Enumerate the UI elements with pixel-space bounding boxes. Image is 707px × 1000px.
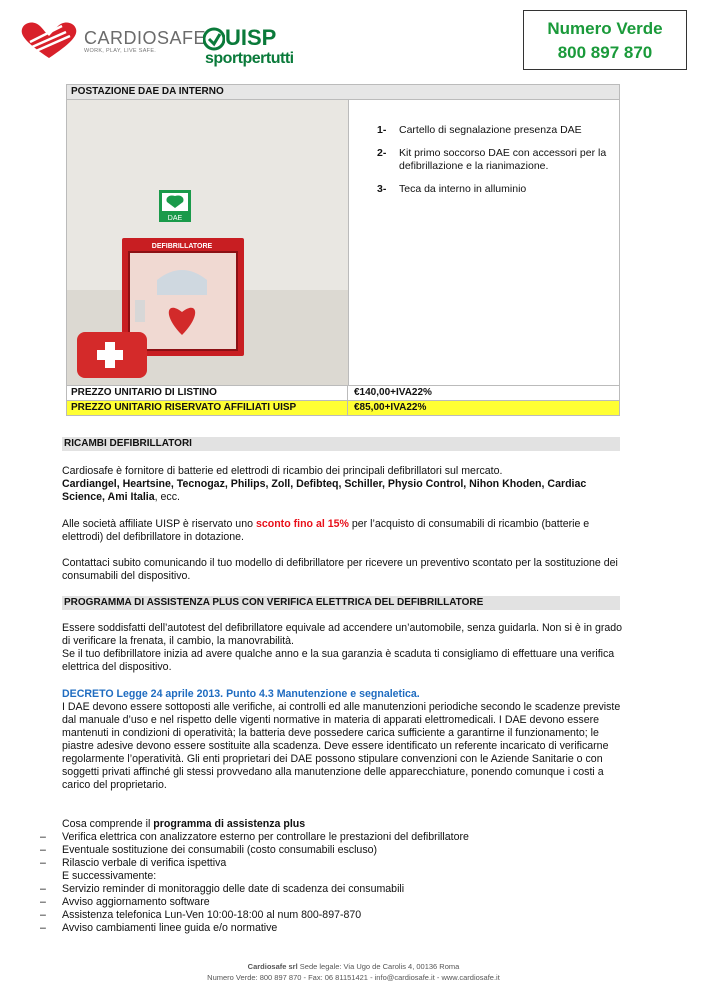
heart-logo-icon bbox=[18, 20, 80, 60]
postazione-items bbox=[349, 100, 619, 385]
price-uisp-value: €85,00+IVA22% bbox=[354, 402, 427, 413]
ricambi-p3: Contattaci subito comunicando il tuo modello di defibrillatore per ricevere un preventivo scontato per la sostituzione dei consumabili del dispositivo. bbox=[62, 557, 618, 582]
successivamente: E successivamente: bbox=[62, 870, 157, 882]
decreto-text: I DAE devono essere sottoposti alle verifiche, ai controlli ed alle manutenzioni periodiche secondo le scadenze previste dal manuale d’uso e nel rispetto delle vigenti normative in materia di apparati elettromedicali. I DAE devono essere mantenuti in condizioni di operatività; la batteria deve possedere carica sufficiente a garantirne il funzionamento; le piastre adesive devono essere sostituite alla scadenza. Deve essere identificato un referente incaricato di verificarne regolarmente l’operatività. Gli enti proprietari dei DAE possono stipulare convenzioni con le Aziende Sanitarie o con soggetti privati affinché gli stessi provvedano alla manutenzione delle apparecchiature, ponendo comunque i costi a carico del proprietario. bbox=[62, 701, 621, 791]
postazione-title: POSTAZIONE DAE DA INTERNO bbox=[67, 85, 619, 100]
price-uisp-label: PREZZO UNITARIO RISERVATO AFFILIATI UISP bbox=[67, 401, 348, 415]
decreto-title: DECRETO Legge 24 aprile 2013. Punto 4.3 Manutenzione e segnaletica. bbox=[62, 688, 420, 700]
list-item: 1- Cartello di segnalazione presenza DAE bbox=[377, 124, 582, 136]
brand-name: CARDIOSAFE bbox=[84, 28, 207, 48]
ricambi-p1: Cardiosafe è fornitore di batterie ed elettrodi di ricambio dei principali defibrillatori sul mercato. Cardiangel, Heartsine, Tecnogaz, Philips, Zoll, Defibteq, Schiller, Physio Control, Nihon Khoden, Cardiac Science, Ami Italia, ecc. bbox=[62, 465, 587, 503]
brand-tagline: WORK, PLAY, LIVE SAFE. bbox=[84, 48, 157, 54]
price-uisp-row bbox=[67, 400, 619, 415]
list-item: – Rilascio verbale di verifica ispettiva bbox=[40, 857, 227, 869]
programma-p1: Essere soddisfatti dell’autotest del defibrillatore equivale ad accendere un’automobile, senza guidarla. Non si è in grado di verificare la frenata, il cambio, la manovrabilità. Se il tuo defibrillatore inizia ad avere qualche anno e la sua garanzia è scaduta ti consigliamo di effettuare una verifica elettrica del dispositivo. bbox=[62, 622, 623, 673]
ricambi-title: RICAMBI DEFIBRILLATORI bbox=[62, 437, 620, 451]
footer-line-2: Numero Verde: 800 897 870 - Fax: 06 81151421 - info@cardiosafe.it - www.cardiosafe.it bbox=[207, 973, 500, 982]
list-item: 3- Teca da interno in alluminio bbox=[377, 183, 527, 195]
uisp-logo-text: UISP bbox=[225, 25, 277, 50]
uisp-logo-sub: sportpertutti bbox=[205, 50, 294, 67]
numero-verde-label: Numero Verde bbox=[547, 19, 663, 38]
list-item: – Servizio reminder di monitoraggio delle date di scadenza dei consumabili bbox=[40, 883, 405, 895]
list-item: – Avviso cambiamenti linee guida e/o normative bbox=[40, 922, 278, 934]
cosa-comprende: Cosa comprende il programma di assistenza plus bbox=[62, 818, 306, 830]
price-list-label: PREZZO UNITARIO DI LISTINO bbox=[67, 386, 348, 400]
list-item: 2- Kit primo soccorso DAE con accessori per la defibrillazione e la rianimazione. bbox=[377, 147, 607, 172]
list-item: – Avviso aggiornamento software bbox=[40, 896, 210, 908]
product-photo bbox=[67, 100, 349, 385]
cabinet-label: DEFIBRILLATORE bbox=[151, 243, 213, 250]
programma-title: PROGRAMMA DI ASSISTENZA PLUS CON VERIFICA ELETTRICA DEL DEFIBRILLATORE bbox=[62, 596, 620, 610]
numero-verde-box bbox=[523, 10, 687, 70]
list-item: – Eventuale sostituzione dei consumabili (costo consumabili escluso) bbox=[40, 844, 378, 856]
price-list-value: €140,00+IVA22% bbox=[354, 387, 432, 398]
list-item: – Assistenza telefonica Lun-Ven 10:00-18:00 al num 800-897-870 bbox=[40, 909, 362, 921]
price-list-row bbox=[67, 386, 619, 400]
dae-sign-label: DAE bbox=[167, 215, 183, 222]
decreto-block bbox=[62, 688, 632, 792]
footer-line-1: Cardiosafe srl Sede legale: Via Ugo de Carolis 4, 00136 Roma bbox=[247, 962, 460, 971]
ricambi-p2: Alle società affiliate UISP è riservato uno sconto fino al 15% per l’acquisto di consumabili di ricambio (batterie e elettrodi) del defibrillatore in dotazione. bbox=[62, 518, 590, 543]
list-item: – Verifica elettrica con analizzatore esterno per controllare le prestazioni del defibrillatore bbox=[40, 831, 469, 843]
postazione-table bbox=[66, 84, 620, 416]
numero-verde-value: 800 897 870 bbox=[557, 43, 653, 62]
